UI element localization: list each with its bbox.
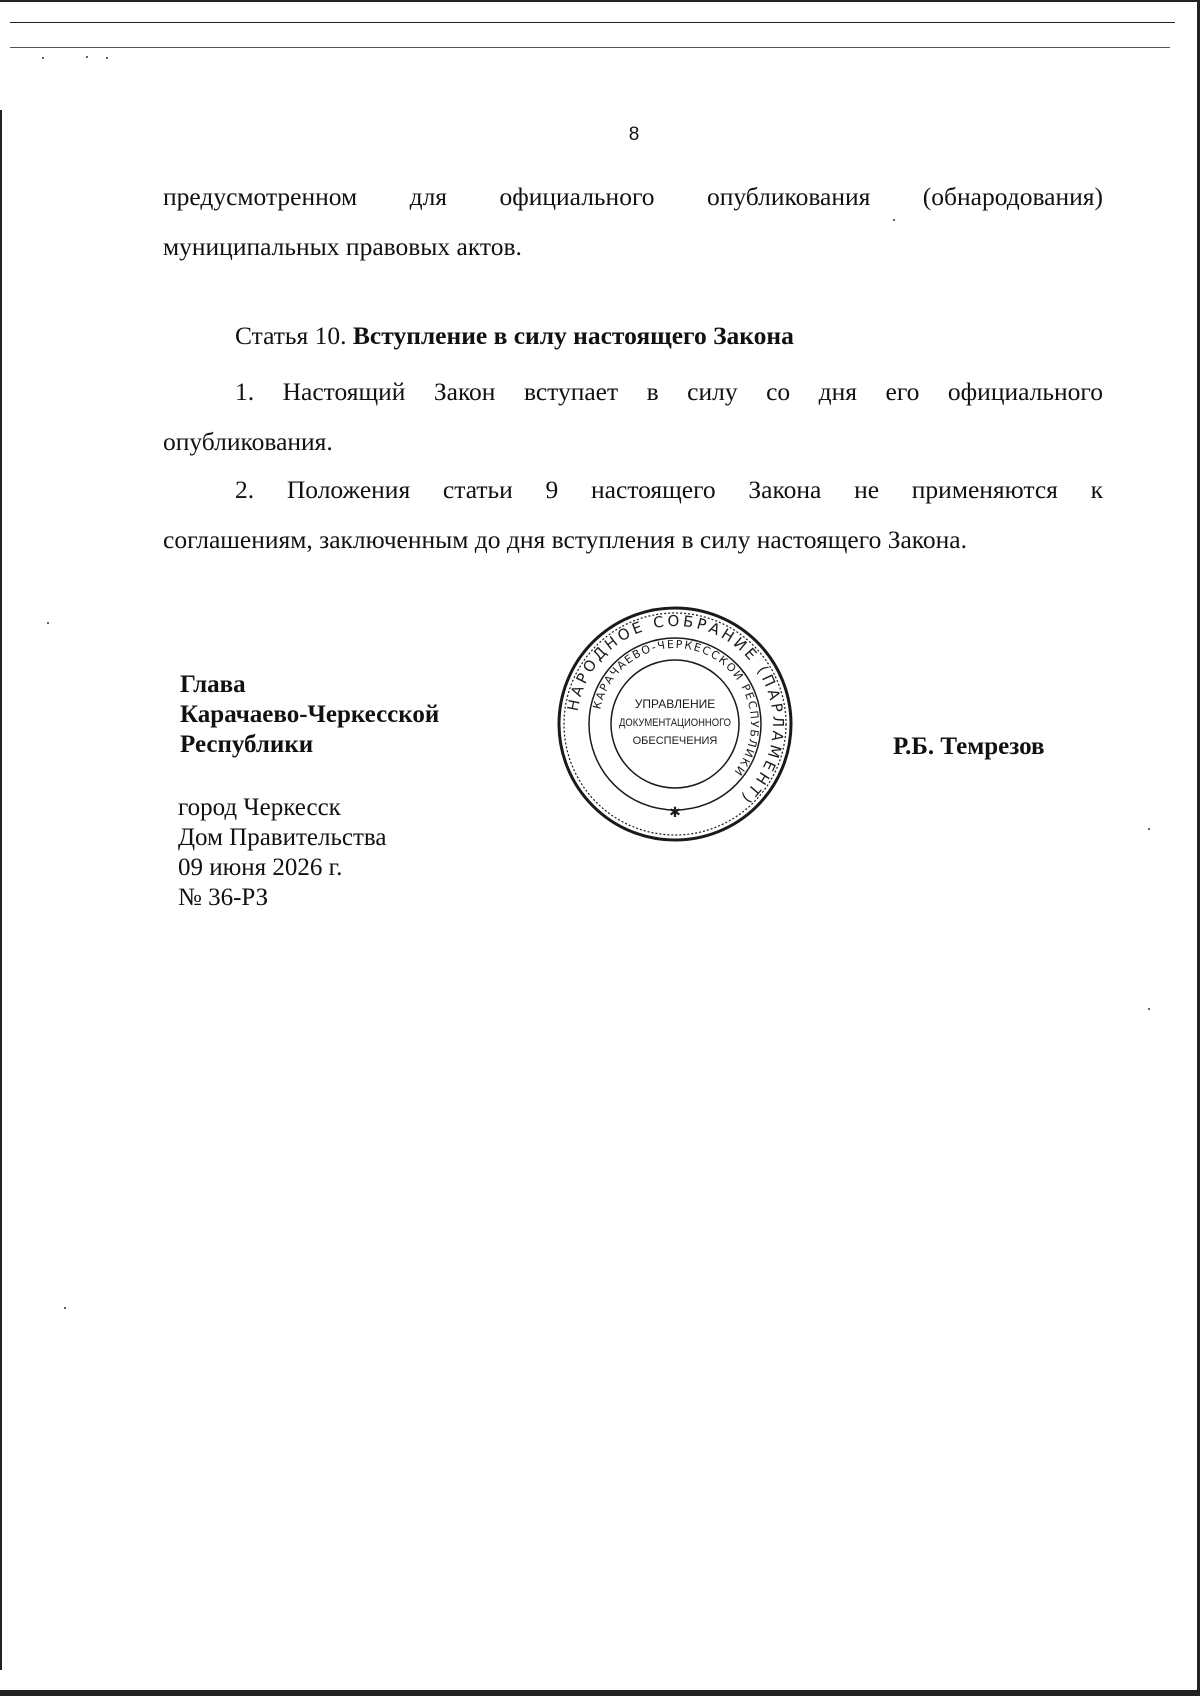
scan-speck <box>1148 828 1150 830</box>
scan-speck <box>47 622 49 624</box>
word: его <box>885 377 920 406</box>
word: Положения <box>286 475 411 504</box>
clause-1 <box>163 367 1103 467</box>
scan-speck <box>86 56 88 58</box>
city: город Черкесск <box>178 794 341 821</box>
scan-top-rule-1 <box>10 22 1175 23</box>
continuation-line-1 <box>163 172 1103 222</box>
building: Дом Правительства <box>178 824 387 851</box>
scan-top-border <box>0 0 1200 2</box>
scan-speck <box>64 1307 66 1309</box>
article-heading <box>235 321 794 351</box>
place-date-block <box>178 793 386 913</box>
continuation-line-2: муниципальных правовых актов. <box>163 232 522 261</box>
position-line-1: Глава <box>180 671 246 698</box>
word: официального <box>947 377 1103 406</box>
signatory-position <box>180 670 439 760</box>
clause-2 <box>163 465 1103 565</box>
word: в <box>646 377 659 406</box>
clause-1-line-2: опубликования. <box>163 427 333 456</box>
word: 9 <box>545 475 559 504</box>
scan-speck <box>106 57 108 59</box>
word: вступает <box>523 377 619 406</box>
word: для <box>409 182 448 211</box>
page-number: 8 <box>628 124 640 145</box>
word: Закон <box>433 377 496 406</box>
scan-top-rule-2 <box>10 47 1170 48</box>
article-prefix: Статья 10. <box>235 321 347 350</box>
seal-center-line-2: ДОКУМЕНТАЦИОННОГО <box>619 717 732 729</box>
clause-1-line-1 <box>163 367 1103 417</box>
seal-center-line-3: ОБЕСПЕЧЕНИЯ <box>632 735 718 747</box>
word: (обнародования) <box>922 182 1103 211</box>
clause-2-line-1 <box>163 465 1103 515</box>
word: со <box>766 377 791 406</box>
seal-center-line-1: УПРАВЛЕНИЕ <box>634 697 716 711</box>
word: 1. <box>235 377 255 406</box>
word: Закона <box>748 475 822 504</box>
date: 09 июня 2026 г. <box>178 854 343 881</box>
scan-speck <box>42 57 44 59</box>
word: настоящего <box>591 475 716 504</box>
seal-graphic <box>555 604 795 844</box>
scan-speck <box>1148 1008 1150 1010</box>
word: 2. <box>235 475 255 504</box>
word: опубликования <box>706 182 871 211</box>
continuation-paragraph <box>163 172 1103 272</box>
scan-left-border <box>0 110 2 1670</box>
scan-bottom-border <box>0 1690 1200 1696</box>
seal-star-icon: ✱ <box>669 805 681 821</box>
seal-inner-textpath: КАРАЧАЕВО-ЧЕРКЕССКОЙ РЕСПУБЛИКИ <box>590 637 762 780</box>
law-number: № 36-РЗ <box>178 884 269 911</box>
word: к <box>1090 475 1104 504</box>
word: предусмотренном <box>163 182 358 211</box>
word: дня <box>818 377 858 406</box>
seal-outer-textpath: НАРОДНОЕ СОБРАНИЕ (ПАРЛАМЕНТ) <box>563 611 788 809</box>
position-line-3: Республики <box>180 731 314 758</box>
word: не <box>854 475 880 504</box>
word: статьи <box>442 475 513 504</box>
word: применяются <box>911 475 1058 504</box>
signatory-name: Р.Б. Темрезов <box>893 733 1045 760</box>
word: официального <box>499 182 655 211</box>
word: силу <box>687 377 738 406</box>
official-seal <box>555 604 795 844</box>
clause-2-line-2: соглашениям, заключенным до дня вступления в силу настоящего Закона. <box>163 525 967 554</box>
article-title: Вступление в силу настоящего Закона <box>352 321 794 350</box>
position-line-2: Карачаево-Черкесской <box>180 701 440 728</box>
word: Настоящий <box>282 377 406 406</box>
